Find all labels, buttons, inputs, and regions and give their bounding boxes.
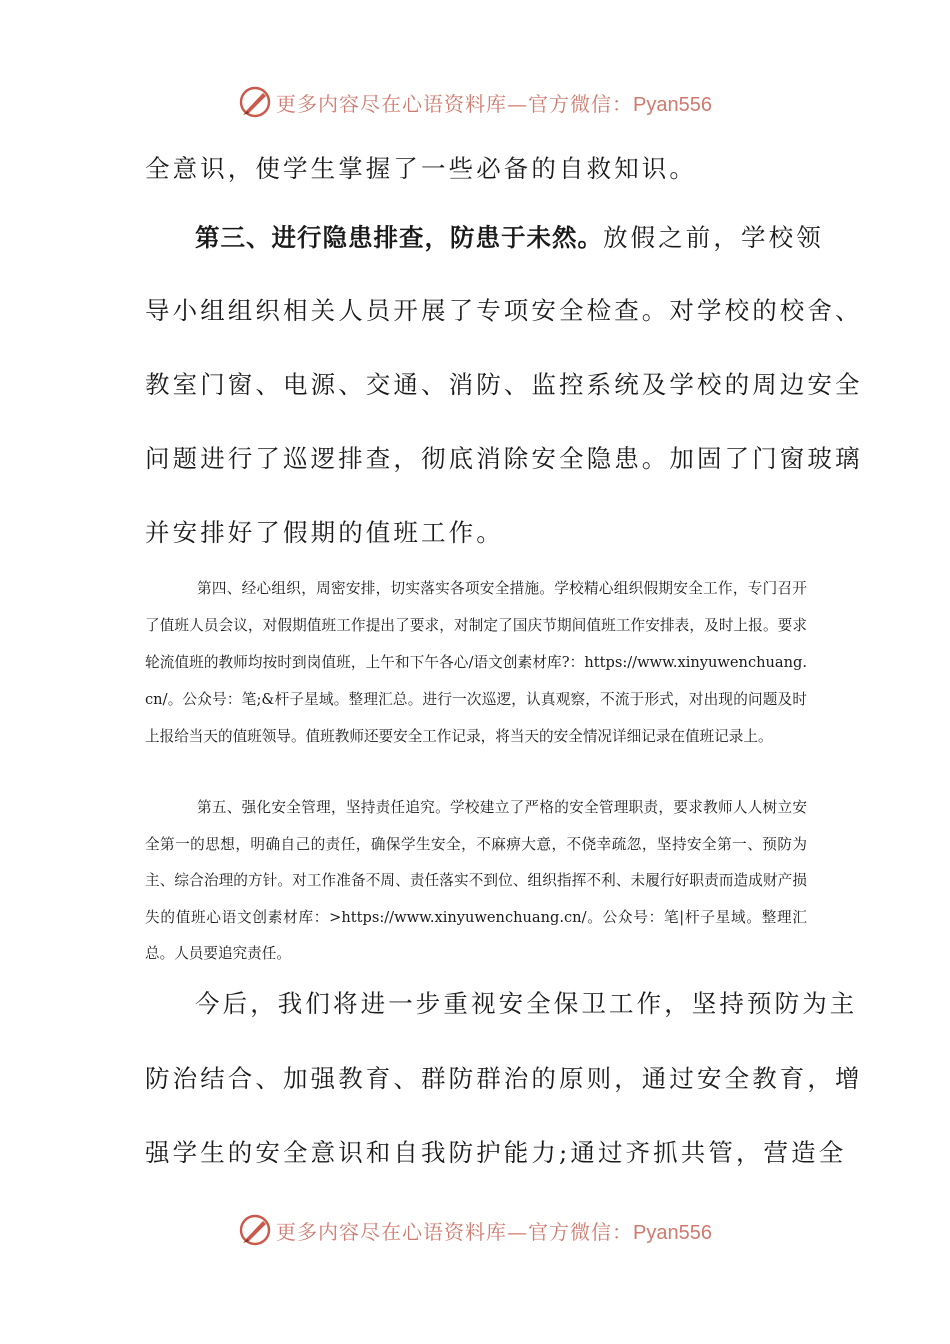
- footer-watermark: [0, 1210, 950, 1250]
- pen-logo-icon: [238, 1213, 272, 1247]
- section-heading: 第三、进行隐患排查，防患于未然。: [195, 223, 603, 252]
- watermark-text: 更多内容尽在心语资料库—官方微信：Pyan556: [276, 91, 712, 116]
- section-five-paragraph: 第五、强化安全管理，坚持责任追究。学校建立了严格的安全管理职责，要求教师人人树立安全第一的思想，明确自己的责任，确保学生安全，不麻痹大意，不侥幸疏忽，坚持安全第一、预防为主、综合治理的方针。对工作准备不周、责任落实不到位、组织指挥不利、未履行好职责而造成财产损失的值班心语文创素材库：>https://www.xinyuwenchuang.cn/。公众号：笔|杆子星域。整理汇总。人员要追究责任。: [145, 799, 807, 962]
- watermark-id: Pyan556: [633, 93, 712, 116]
- paragraph-line: [145, 222, 824, 254]
- paragraph-line: [145, 988, 858, 1020]
- paragraph-line: 问题进行了巡逻排查，彻底消除安全隐患。加固了门窗玻璃: [145, 444, 863, 473]
- paragraph-text: 放假之前，学校领: [603, 223, 824, 252]
- watermark-text: 更多内容尽在心语资料库—官方微信：Pyan556: [276, 1219, 712, 1244]
- paragraph-line: 教室门窗、电源、交通、消防、监控系统及学校的周边安全: [145, 370, 863, 399]
- pen-logo-icon: [238, 85, 272, 119]
- paragraph-line: 全意识，使学生掌握了一些必备的自救知识。: [145, 154, 697, 183]
- header-watermark: [0, 82, 950, 122]
- paragraph-line: 导小组组织相关人员开展了专项安全检查。对学校的校舍、: [145, 296, 863, 325]
- paragraph-text: 今后，我们将进一步重视安全保卫工作，坚持预防为主: [195, 989, 858, 1018]
- section-four-paragraph: 第四、经心组织，周密安排，切实落实各项安全措施。学校精心组织假期安全工作，专门召开了值班人员会议，对假期值班工作提出了要求，对制定了国庆节期间值班工作安排表，及时上报。要求轮流值班的教师均按时到岗值班，上午和下午各心/语文创素材库?：https://www.xinyuwenchuang.cn/。公众号：笔;&杆子星域。整理汇总。进行一次巡逻，认真观察，不流于形式，对出现的问题及时上报给当天的值班领导。值班教师还要安全工作记录，将当天的安全情况详细记录在值班记录上。: [145, 580, 807, 745]
- watermark-id: Pyan556: [633, 1221, 712, 1244]
- paragraph-line: 防治结合、加强教育、群防群治的原则，通过安全教育，增: [145, 1064, 863, 1093]
- paragraph-line: 并安排好了假期的值班工作。: [145, 518, 504, 547]
- paragraph-line: 强学生的安全意识和自我防护能力;通过齐抓共管，营造全: [145, 1138, 847, 1167]
